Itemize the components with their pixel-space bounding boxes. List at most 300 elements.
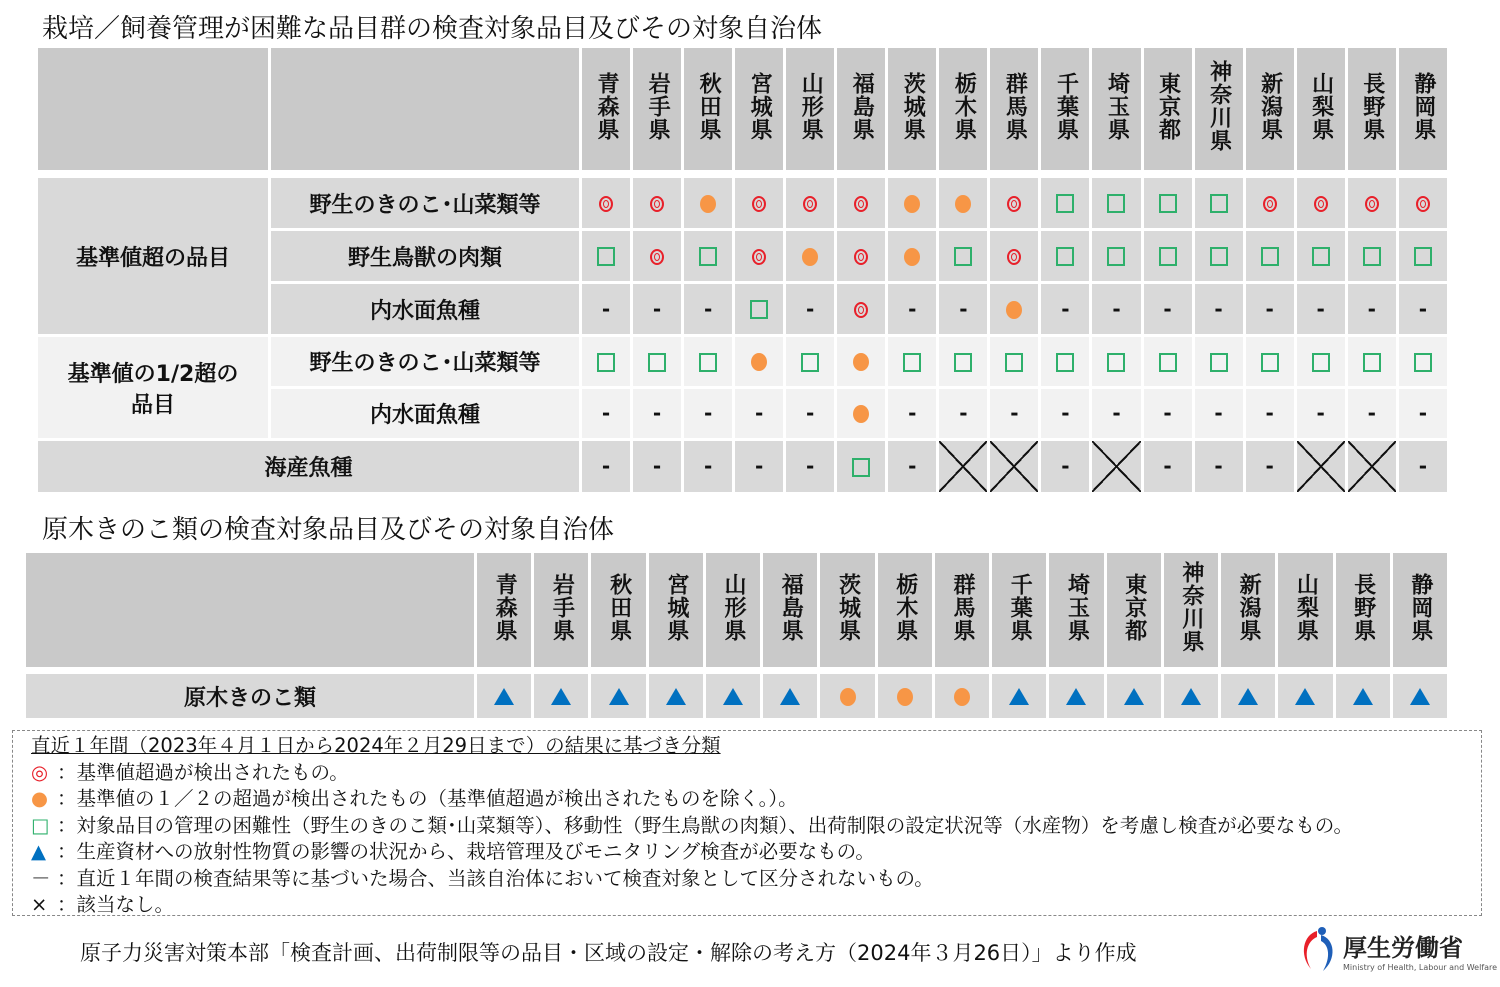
prefecture-header [1297, 48, 1348, 173]
cell-栃木県 [939, 389, 990, 441]
green-square-icon [1312, 247, 1330, 266]
cell-福島県 [837, 178, 888, 231]
prefecture-header [820, 553, 877, 670]
item-label [26, 674, 477, 721]
cell-静岡県 [1399, 441, 1450, 495]
cell-埼玉県 [1049, 674, 1106, 721]
source-note: 原子力災害対策本部「検査計画、出荷制限等の品目・区域の設定・解除の考え方（2024年３月26日）」より作成 [80, 941, 1137, 965]
cell-宮城県 [735, 178, 786, 231]
cell-岩手県 [633, 441, 684, 495]
green-square-icon [1312, 353, 1330, 372]
cell-宮城県 [735, 337, 786, 389]
cell-千葉県 [1041, 389, 1092, 441]
cell-秋田県 [591, 674, 648, 721]
dash-mark: - [652, 401, 662, 425]
prefecture-header [534, 553, 591, 670]
cell-福島県 [837, 441, 888, 495]
cell-岩手県 [633, 178, 684, 231]
cell-茨城県 [888, 441, 939, 495]
green-square-icon [1363, 353, 1381, 372]
green-square-icon [597, 247, 615, 266]
cell-福島県 [837, 231, 888, 284]
cell-福島県 [837, 389, 888, 441]
prefecture-name: 福島県 [849, 71, 875, 141]
dash-mark: - [703, 401, 713, 425]
cell-茨城県 [888, 231, 939, 284]
item-label [271, 389, 582, 441]
cell-千葉県 [1041, 231, 1092, 284]
cell-新潟県 [1221, 674, 1278, 721]
cell-静岡県 [1399, 389, 1450, 441]
legend-symbol-icon: － [31, 866, 51, 890]
orange-dot-icon [802, 248, 818, 266]
prefecture-name: 岩手県 [645, 71, 671, 141]
prefecture-name: 群馬県 [949, 572, 975, 642]
prefecture-name: 東京都 [1155, 71, 1181, 141]
dash-mark: - [1163, 296, 1172, 321]
item-label [38, 441, 582, 495]
blue-triangle-icon [780, 688, 800, 705]
cell-栃木県 [878, 674, 935, 721]
blue-triangle-icon [1410, 688, 1430, 705]
green-square-icon [1210, 247, 1228, 266]
item-label [271, 231, 582, 284]
legend-symbol-icon: ● [31, 787, 49, 810]
green-square-icon [1159, 194, 1177, 213]
cell-東京都 [1144, 231, 1195, 284]
cell-新潟県 [1246, 441, 1297, 495]
cell-青森県 [582, 389, 633, 441]
green-square-icon [1056, 353, 1074, 372]
cell-千葉県 [1041, 441, 1092, 495]
green-square-icon [1261, 353, 1279, 372]
orange-dot-icon [853, 353, 869, 371]
dash-mark: - [1418, 296, 1428, 321]
green-square-icon [699, 247, 717, 266]
cell-東京都 [1144, 284, 1195, 337]
cell-青森県 [582, 178, 633, 231]
double-circle-icon [1365, 196, 1379, 212]
green-square-icon [699, 353, 717, 372]
prefecture-name: 宮城県 [747, 71, 773, 141]
cell-岩手県 [633, 231, 684, 284]
dash-mark: - [1367, 401, 1376, 425]
cell-山形県 [786, 389, 837, 441]
cell-山梨県 [1297, 178, 1348, 231]
cell-栃木県 [939, 337, 990, 389]
green-square-icon [1414, 247, 1432, 266]
item-name: 原木きのこ類 [183, 685, 316, 711]
dash-mark: - [601, 296, 611, 321]
legend-text: ：対象品目の管理の困難性（野生のきのこ類･山菜類等）、移動性（野生鳥獣の肉類）、出荷制限の設定状況等（水産物）を考慮し検査が必要なもの。 [57, 813, 1353, 837]
green-square-icon [1159, 247, 1177, 266]
green-square-icon [1107, 194, 1125, 213]
group-label [38, 178, 271, 337]
dash-mark: - [755, 454, 764, 478]
group-label [38, 337, 271, 441]
green-square-icon [1414, 353, 1432, 372]
cell-新潟県 [1246, 231, 1297, 284]
prefecture-name: 栃木県 [892, 572, 918, 642]
cell-福島県 [837, 337, 888, 389]
logo-subtitle: Ministry of Health, Labour and Welfare [1343, 963, 1498, 972]
prefecture-name: 茨城県 [835, 572, 861, 642]
dash-mark: - [1418, 454, 1428, 478]
prefecture-header [763, 553, 820, 670]
double-circle-icon [854, 302, 868, 318]
green-square-icon [597, 353, 615, 372]
cell-青森県 [582, 337, 633, 389]
prefecture-header [1399, 48, 1450, 173]
legend-item [31, 892, 1463, 919]
orange-dot-icon [954, 688, 970, 706]
blue-triangle-icon [609, 688, 629, 705]
prefecture-header [1246, 48, 1297, 173]
legend-symbol-icon: □ [31, 813, 50, 837]
cell-新潟県 [1246, 284, 1297, 337]
prefecture-header [1049, 553, 1106, 670]
blue-triangle-icon [1238, 688, 1258, 705]
legend-symbol-icon: ▲ [31, 840, 46, 863]
dash-mark: - [1316, 296, 1325, 321]
cell-not-applicable [1092, 441, 1143, 495]
cell-岩手県 [633, 337, 684, 389]
legend-text: ：基準値超過が検出されたもの。 [57, 760, 349, 784]
mhlw-logo [1295, 925, 1497, 975]
prefecture-name: 秋田県 [606, 572, 632, 642]
cell-秋田県 [684, 178, 735, 231]
legend-symbol-icon: ◎ [31, 760, 49, 784]
prefecture-name: 東京都 [1121, 572, 1147, 642]
item-label [271, 178, 582, 231]
blue-triangle-icon [1066, 688, 1086, 705]
dash-mark: - [703, 454, 713, 478]
cell-栃木県 [939, 178, 990, 231]
green-square-icon [954, 247, 972, 266]
prefecture-name: 宮城県 [663, 572, 689, 642]
green-square-icon [801, 353, 819, 372]
legend-item [31, 839, 1463, 866]
green-square-icon [1107, 353, 1125, 372]
cell-東京都 [1144, 441, 1195, 495]
legend-box [12, 730, 1482, 916]
blue-triangle-icon [723, 688, 743, 705]
inspection-table-wild [38, 48, 1450, 495]
dash-mark: - [1061, 401, 1070, 425]
prefecture-name: 山形県 [798, 71, 824, 141]
double-circle-icon [1007, 196, 1021, 212]
green-square-icon [648, 353, 666, 372]
double-circle-icon [752, 249, 766, 265]
dash-mark: - [959, 296, 968, 321]
item-name: 野生鳥獣の肉類 [347, 245, 502, 271]
cell-千葉県 [1041, 337, 1092, 389]
prefecture-header [649, 553, 706, 670]
cell-not-applicable [990, 441, 1041, 495]
cell-静岡県 [1393, 674, 1450, 721]
prefecture-name: 長野県 [1350, 572, 1376, 642]
header-blank [26, 553, 477, 670]
cell-山梨県 [1297, 284, 1348, 337]
prefecture-name: 茨城県 [900, 71, 926, 141]
cell-秋田県 [684, 389, 735, 441]
prefecture-name: 山形県 [721, 572, 747, 642]
legend-item [31, 866, 1463, 893]
cell-新潟県 [1246, 389, 1297, 441]
cell-岩手県 [633, 284, 684, 337]
cell-秋田県 [684, 337, 735, 389]
prefecture-name: 青森県 [594, 71, 620, 141]
item-name: 野生のきのこ･山菜類等 [309, 192, 541, 218]
cell-福島県 [763, 674, 820, 721]
orange-dot-icon [840, 688, 856, 706]
dash-mark: - [1163, 401, 1172, 425]
blue-triangle-icon [666, 688, 686, 705]
dash-mark: - [1214, 454, 1223, 478]
cell-新潟県 [1246, 337, 1297, 389]
green-square-icon [1261, 247, 1279, 266]
cell-青森県 [582, 284, 633, 337]
dash-mark: - [1367, 296, 1376, 321]
dash-mark: - [959, 401, 968, 425]
green-square-icon [903, 353, 921, 372]
prefecture-name: 埼玉県 [1064, 572, 1090, 642]
dash-mark: - [1265, 296, 1274, 321]
cell-東京都 [1144, 178, 1195, 231]
double-circle-icon [752, 196, 766, 212]
legend-text: ：基準値の１／２の超過が検出されたもの（基準値超過が検出されたものを除く。）。 [57, 787, 798, 810]
cell-千葉県 [1041, 178, 1092, 231]
dash-mark: - [1163, 454, 1172, 478]
cell-宮城県 [735, 441, 786, 495]
cell-神奈川県 [1195, 441, 1246, 495]
cell-長野県 [1336, 674, 1393, 721]
inspection-table-log-mushroom [26, 553, 1450, 721]
green-square-icon [1363, 247, 1381, 266]
cell-神奈川県 [1195, 231, 1246, 284]
cell-群馬県 [935, 674, 992, 721]
double-circle-icon [854, 196, 868, 212]
cell-東京都 [1144, 389, 1195, 441]
cell-山梨県 [1297, 389, 1348, 441]
legend-item [31, 760, 1463, 787]
blue-triangle-icon [551, 688, 571, 705]
dash-mark: - [1265, 454, 1274, 478]
dash-mark: - [1265, 401, 1274, 425]
orange-dot-icon [955, 195, 971, 213]
blue-triangle-icon [1124, 688, 1144, 705]
cell-宮城県 [735, 284, 786, 337]
table2-title: 原木きのこ類の検査対象品目及びその対象自治体 [42, 515, 615, 545]
cell-not-applicable [1297, 441, 1348, 495]
cell-新潟県 [1246, 178, 1297, 231]
cell-茨城県 [888, 284, 939, 337]
green-square-icon [1056, 247, 1074, 266]
prefecture-name: 静岡県 [1410, 71, 1436, 141]
group-label-text: 基準値の1/2超の品目 [67, 361, 239, 418]
prefecture-header [1348, 48, 1399, 173]
prefecture-name: 新潟県 [1236, 572, 1262, 642]
prefecture-name: 福島県 [778, 572, 804, 642]
double-circle-icon [803, 196, 817, 212]
prefecture-header [1221, 553, 1278, 670]
prefecture-header [1393, 553, 1450, 670]
cell-長野県 [1348, 284, 1399, 337]
mhlw-logo-icon [1295, 925, 1343, 975]
prefecture-header [1041, 48, 1092, 173]
legend-item [31, 786, 1463, 813]
dash-mark: - [1010, 401, 1019, 425]
group-label-text: 基準値超の品目 [75, 245, 230, 271]
item-name: 野生のきのこ･山菜類等 [309, 351, 541, 376]
prefecture-header [684, 48, 735, 173]
cell-秋田県 [684, 284, 735, 337]
cell-青森県 [582, 441, 633, 495]
cell-山形県 [706, 674, 763, 721]
cell-東京都 [1144, 337, 1195, 389]
green-square-icon [954, 353, 972, 372]
dash-mark: - [1061, 454, 1070, 478]
item-name: 内水面魚種 [369, 298, 480, 324]
cell-埼玉県 [1092, 231, 1143, 284]
cell-青森県 [582, 231, 633, 284]
cell-埼玉県 [1092, 389, 1143, 441]
cell-栃木県 [939, 284, 990, 337]
prefecture-name: 群馬県 [1002, 71, 1028, 141]
header-blank [38, 48, 271, 173]
cell-山梨県 [1297, 337, 1348, 389]
prefecture-header [786, 48, 837, 173]
dash-mark: - [908, 454, 917, 478]
blue-triangle-icon [1009, 688, 1029, 705]
cell-長野県 [1348, 337, 1399, 389]
double-circle-icon [599, 196, 613, 212]
prefecture-header [888, 48, 939, 173]
dash-mark: - [806, 296, 815, 321]
green-square-icon [750, 300, 768, 319]
cell-not-applicable [939, 441, 990, 495]
cell-埼玉県 [1092, 284, 1143, 337]
cell-宮城県 [649, 674, 706, 721]
prefecture-header [477, 553, 534, 670]
legend-heading: 直近１年間（2023年４月１日から2024年２月29日まで）の結果に基づき分類 [31, 734, 721, 757]
legend-text: ：該当なし。 [57, 893, 175, 916]
item-name: 内水面魚種 [369, 403, 480, 428]
cell-静岡県 [1399, 231, 1450, 284]
prefecture-name: 千葉県 [1007, 572, 1033, 642]
dash-mark: - [703, 296, 713, 321]
dash-mark: - [1112, 296, 1121, 321]
dash-mark: - [1214, 296, 1223, 321]
green-square-icon [1107, 247, 1125, 266]
dash-mark: - [1316, 401, 1325, 425]
item-label [271, 284, 582, 337]
cell-長野県 [1348, 231, 1399, 284]
cell-埼玉県 [1092, 337, 1143, 389]
blue-triangle-icon [1353, 688, 1373, 705]
cell-長野県 [1348, 389, 1399, 441]
cell-千葉県 [992, 674, 1049, 721]
cell-not-applicable [1348, 441, 1399, 495]
dash-mark: - [1061, 296, 1070, 321]
cell-神奈川県 [1164, 674, 1221, 721]
cell-山形県 [786, 231, 837, 284]
cell-千葉県 [1041, 284, 1092, 337]
prefecture-name: 岩手県 [549, 572, 575, 642]
double-circle-icon [650, 249, 664, 265]
dash-mark: - [908, 296, 917, 321]
cell-岩手県 [534, 674, 591, 721]
cell-山形県 [786, 178, 837, 231]
cell-神奈川県 [1195, 178, 1246, 231]
green-square-icon [1159, 353, 1177, 372]
blue-triangle-icon [494, 688, 514, 705]
dash-mark: - [601, 401, 611, 425]
dash-mark: - [601, 454, 611, 478]
prefecture-header [837, 48, 888, 173]
cell-群馬県 [990, 389, 1041, 441]
prefecture-header [1195, 48, 1246, 173]
green-square-icon [1210, 194, 1228, 213]
green-square-icon [1005, 353, 1023, 372]
cell-宮城県 [735, 389, 786, 441]
dash-mark: - [1214, 401, 1223, 425]
prefecture-header [935, 553, 992, 670]
logo-name: 厚生労働省 [1343, 934, 1463, 962]
prefecture-header [735, 48, 786, 173]
cell-埼玉県 [1092, 178, 1143, 231]
cell-神奈川県 [1195, 389, 1246, 441]
prefecture-header [1107, 553, 1164, 670]
cell-群馬県 [990, 231, 1041, 284]
cell-山形県 [786, 337, 837, 389]
prefecture-name: 秋田県 [696, 71, 722, 141]
double-circle-icon [1263, 196, 1277, 212]
cell-栃木県 [939, 231, 990, 284]
prefecture-header [591, 553, 648, 670]
cell-宮城県 [735, 231, 786, 284]
prefecture-header [706, 553, 763, 670]
prefecture-header [939, 48, 990, 173]
prefecture-header [1164, 553, 1221, 670]
dash-mark: - [806, 454, 815, 478]
cell-茨城県 [820, 674, 877, 721]
cell-福島県 [837, 284, 888, 337]
item-name: 海産魚種 [264, 456, 353, 481]
prefecture-name: 栃木県 [951, 71, 977, 141]
prefecture-name: 埼玉県 [1104, 71, 1130, 141]
cell-群馬県 [990, 337, 1041, 389]
double-circle-icon [854, 249, 868, 265]
orange-dot-icon [700, 195, 716, 213]
prefecture-name: 新潟県 [1257, 71, 1283, 141]
blue-triangle-icon [1181, 688, 1201, 705]
cell-静岡県 [1399, 337, 1450, 389]
dash-mark: - [1112, 401, 1121, 425]
cell-青森県 [477, 674, 534, 721]
dash-mark: - [806, 401, 815, 425]
double-circle-icon [1007, 249, 1021, 265]
dash-mark: - [652, 296, 662, 321]
prefecture-header [1278, 553, 1335, 670]
dash-mark: - [652, 454, 662, 478]
prefecture-name: 長野県 [1359, 71, 1385, 141]
prefecture-header [1144, 48, 1195, 173]
prefecture-header [990, 48, 1041, 173]
orange-dot-icon [1006, 301, 1022, 319]
table1-title: 栽培／飼養管理が困難な品目群の検査対象品目及びその対象自治体 [42, 14, 823, 44]
cell-東京都 [1107, 674, 1164, 721]
